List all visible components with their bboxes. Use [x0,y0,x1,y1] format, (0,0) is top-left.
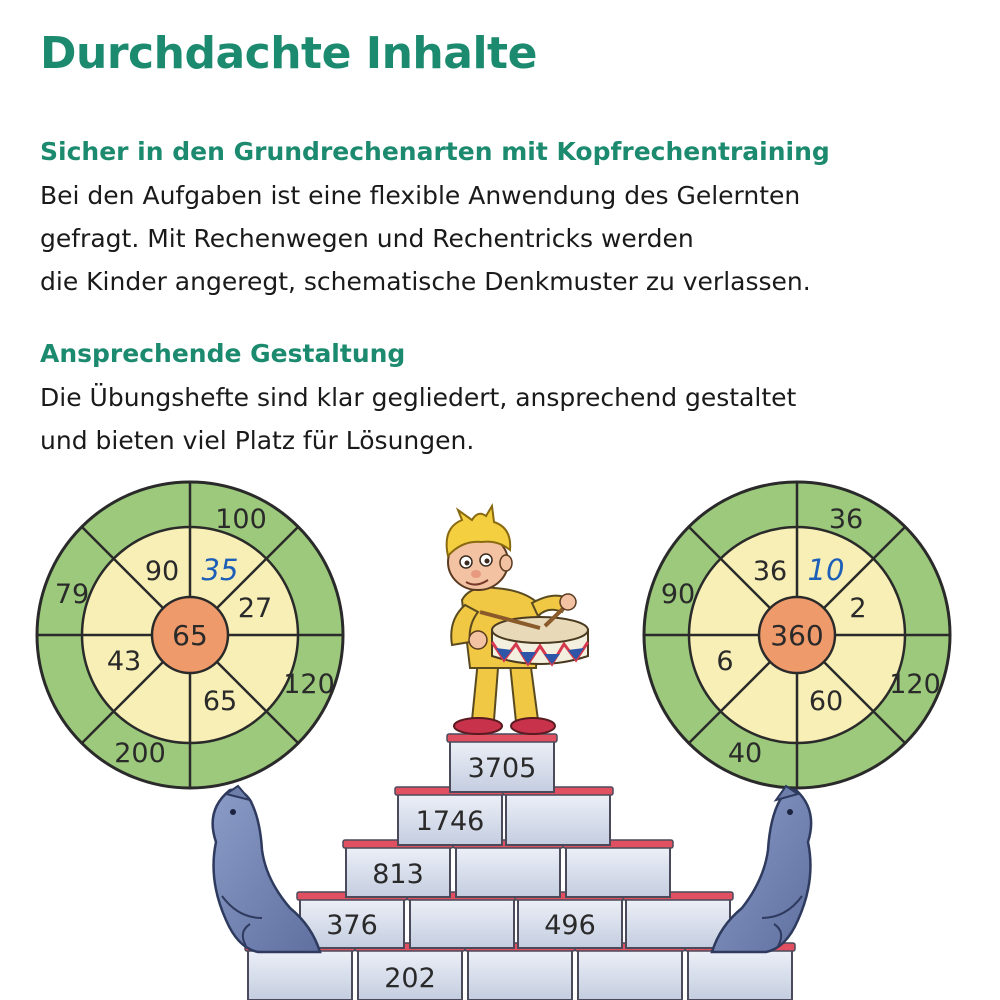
pyramid-number: 3705 [467,753,537,784]
wheel-inner-number: 43 [106,646,142,677]
right-number-wheel [644,482,950,788]
wheel-center-number: 65 [172,619,208,652]
text-line: die Kinder angeregt, schematische Denkmuster zu verlassen. [40,267,811,296]
wheel-inner-number: 27 [237,593,273,624]
section-heading-gestaltung: Ansprechende Gestaltung [40,339,406,368]
wheel-outer-number: 120 [889,669,941,700]
wheel-center-number: 360 [770,619,824,652]
wheel-inner-number: 90 [144,556,180,587]
pyramid-number: 202 [384,963,436,994]
text-line: gefragt. Mit Rechenwegen und Rechentricks werden [40,224,694,253]
wheel-handwritten-answer: 10 [807,553,845,587]
wheel-outer-number: 120 [283,669,335,700]
page-title: Durchdachte Inhalte [40,28,537,79]
seal-right [712,786,811,952]
wheel-handwritten-answer: 35 [201,553,239,587]
text-line: Bei den Aufgaben ist eine flexible Anwendung des Gelernten [40,181,801,210]
pyramid-number: 376 [326,910,378,941]
wheel-outer-number: 90 [660,579,696,610]
pyramid-can [453,840,563,897]
wheel-inner-number: 65 [202,686,238,717]
number-pyramid [245,734,795,1000]
pyramid-number: 813 [372,859,424,890]
wheel-inner-number: 36 [752,556,788,587]
wheel-outer-number: 79 [54,579,90,610]
wheel-inner-number: 2 [849,593,867,624]
text-line: und bieten viel Platz für Lösungen. [40,426,475,455]
pyramid-can [503,787,613,845]
wheel-inner-number: 6 [716,646,734,677]
pyramid-number: 496 [544,910,596,941]
wheel-outer-number: 36 [828,504,864,535]
text-line: Die Übungshefte sind klar gegliedert, ansprechend gestaltet [40,383,797,412]
wheel-outer-number: 40 [727,738,763,769]
pyramid-number: 1746 [415,806,485,837]
wheel-outer-number: 200 [114,738,166,769]
wheel-outer-number: 100 [215,504,267,535]
drummer-boy [447,506,588,734]
left-number-wheel [37,482,343,788]
seal-left [213,786,320,952]
pyramid-can [575,943,685,1000]
section-heading-kopfrechnen: Sicher in den Grundrechenarten mit Kopfrechentraining [40,137,830,166]
pyramid-can [407,892,517,948]
wheel-inner-number: 60 [808,686,844,717]
pyramid-can [465,943,575,1000]
pyramid-can [563,840,673,897]
